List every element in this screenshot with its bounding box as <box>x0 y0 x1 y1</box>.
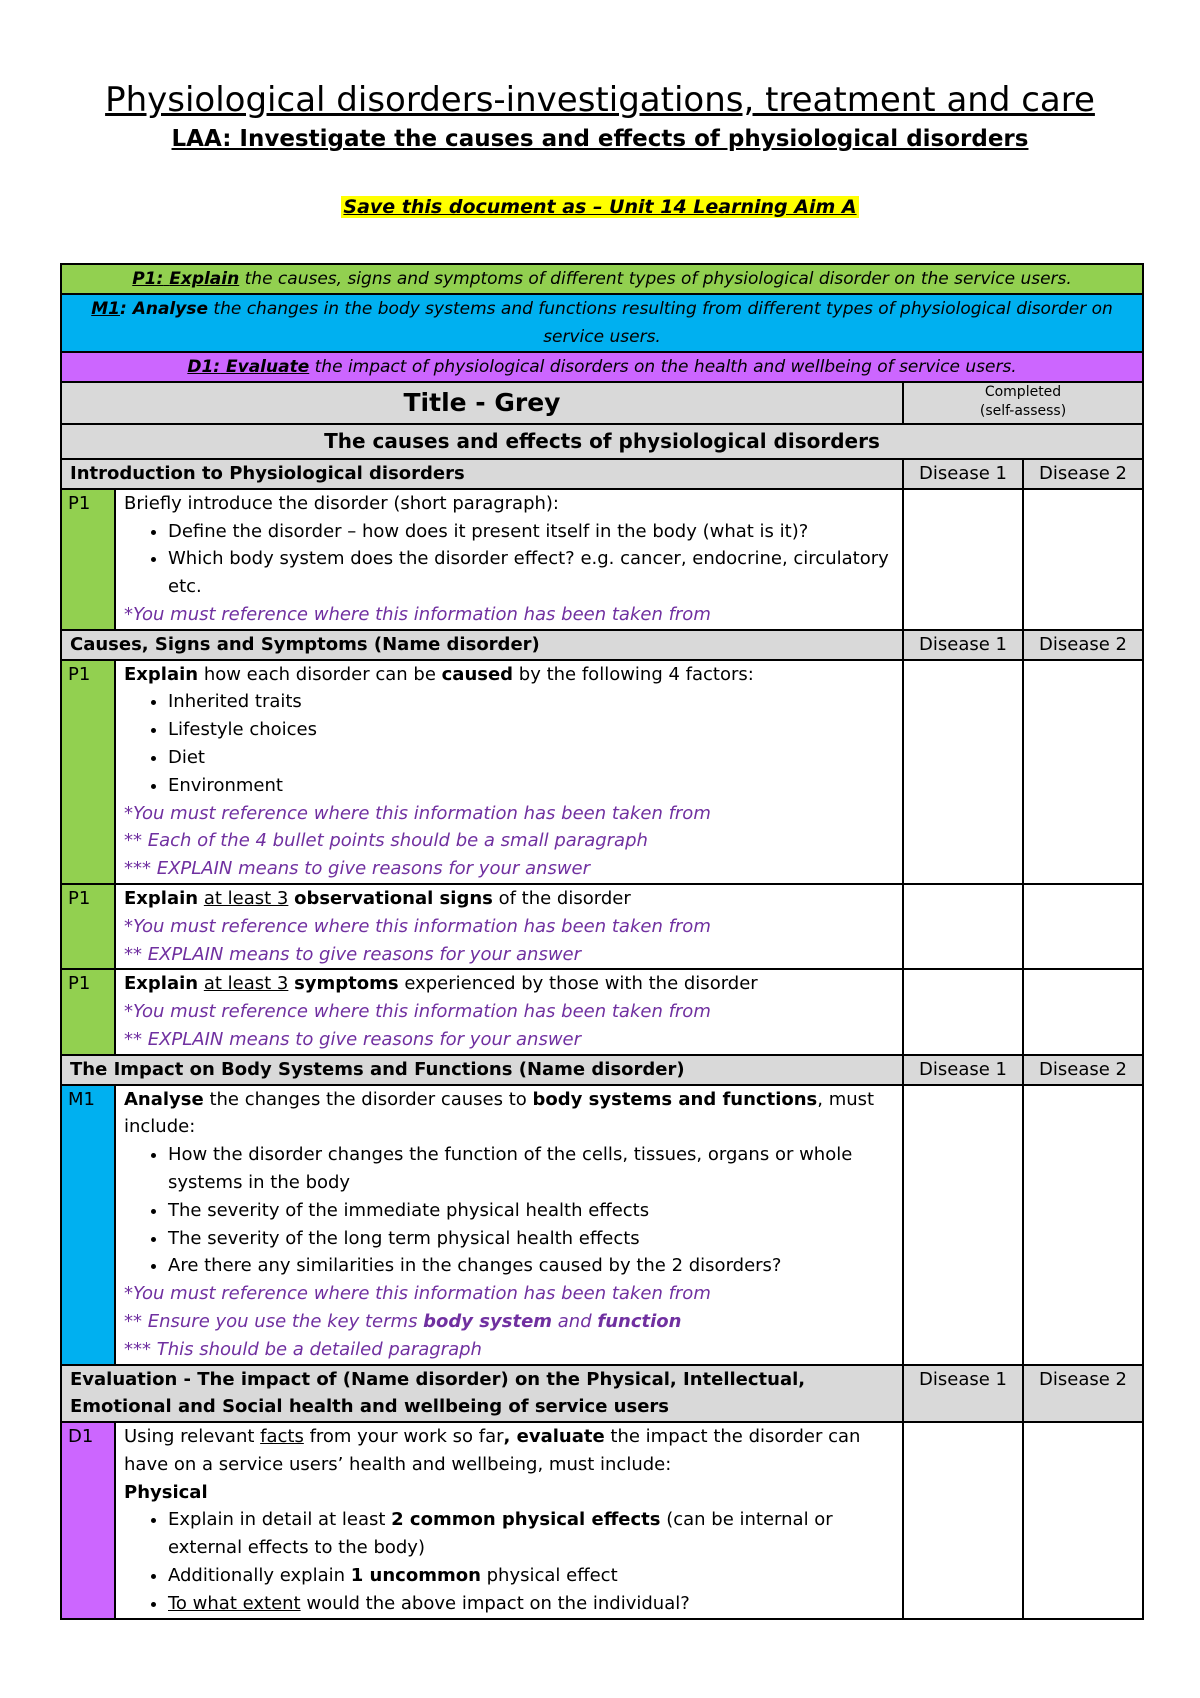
page-title: Physiological disorders-investigations, treatment and care <box>105 80 1095 120</box>
physical-subheading: Physical <box>124 1481 208 1503</box>
disease-1-header: Disease 1 <box>903 459 1023 489</box>
title-row <box>61 382 1143 424</box>
m1-verb: Analyse <box>132 299 208 319</box>
impact-bullets <box>124 1141 894 1280</box>
list-item: • Additionally explain 1 uncommon physical effect <box>168 1562 894 1590</box>
criteria-code: M1 <box>61 1085 115 1365</box>
evaluation-heading: Evaluation - The impact of (Name disorder) on the Physical, Intellectual, Emotional and Social health and wellbeing of service users <box>61 1365 903 1423</box>
disease-2-check[interactable] <box>1023 660 1143 884</box>
list-item: • Lifestyle choices <box>168 716 894 744</box>
list-item: • The severity of the immediate physical health effects <box>168 1197 894 1225</box>
disease-2-check[interactable] <box>1023 1085 1143 1365</box>
criteria-p1 <box>61 264 1143 294</box>
p1-code: P1: <box>132 269 164 289</box>
list-item: • The severity of the long term physical health effects <box>168 1225 894 1253</box>
disease-1-header: Disease 1 <box>903 1055 1023 1085</box>
criteria-code: P1 <box>61 884 115 969</box>
p1-verb: Explain <box>169 269 240 289</box>
criteria-m1 <box>61 294 1143 352</box>
disease-1-check[interactable] <box>903 489 1023 630</box>
reference-note: ** Ensure you use the key terms body system and function <box>124 1310 682 1332</box>
list-item: • Explain in detail at least 2 common physical effects (can be internal or external effects to the body) <box>168 1506 894 1562</box>
reference-note: *You must reference where this information has been taken from <box>124 915 711 937</box>
save-note-text: Save this document as – Unit 14 Learning Aim A <box>343 196 857 218</box>
criteria-code: P1 <box>61 489 115 630</box>
disease-2-header: Disease 2 <box>1023 459 1143 489</box>
impact-heading-row <box>61 1055 1143 1085</box>
symptoms-row <box>61 969 1143 1054</box>
self-assess-label: (self-assess) <box>979 403 1067 419</box>
disease-2-check[interactable] <box>1023 489 1143 630</box>
reference-note: *** This should be a detailed paragraph <box>124 1338 482 1360</box>
intro-heading: Introduction to Physiological disorders <box>61 459 903 489</box>
causes-heading-row <box>61 630 1143 660</box>
disease-1-check[interactable] <box>903 660 1023 884</box>
disease-1-header: Disease 1 <box>903 630 1023 660</box>
criteria-d1 <box>61 352 1143 382</box>
m1-text: the changes in the body systems and functions resulting from different types of physiological disorder on service users. <box>208 299 1113 347</box>
list-item: • Define the disorder – how does it present itself in the body (what is it)? <box>168 518 894 546</box>
criteria-code: D1 <box>61 1422 115 1619</box>
signs-content <box>115 884 903 969</box>
signs-lead: Explain at least 3 observational signs of the disorder <box>124 887 631 909</box>
list-item: • Are there any similarities in the changes caused by the 2 disorders? <box>168 1252 894 1280</box>
page-subtitle: LAA: Investigate the causes and effects of physiological disorders <box>171 126 1029 152</box>
disease-2-header: Disease 2 <box>1023 1055 1143 1085</box>
symptoms-content <box>115 969 903 1054</box>
disease-1-check[interactable] <box>903 1422 1023 1619</box>
reference-note: *You must reference where this information has been taken from <box>124 603 711 625</box>
list-item: • How the disorder changes the function of the cells, tissues, organs or whole systems in the body <box>168 1141 894 1197</box>
intro-bullets <box>124 518 894 601</box>
reference-note: ** EXPLAIN means to give reasons for your answer <box>124 1028 582 1050</box>
intro-content <box>115 489 903 630</box>
list-item: • Which body system does the disorder effect? e.g. cancer, endocrine, circulatory etc. <box>168 545 894 601</box>
list-item: • To what extent would the above impact on the individual? <box>168 1590 894 1618</box>
completed-label: Completed <box>984 384 1062 400</box>
impact-row <box>61 1085 1143 1365</box>
impact-heading: The Impact on Body Systems and Functions (Name disorder) <box>61 1055 903 1085</box>
d1-verb: Evaluate <box>226 357 310 377</box>
evaluation-content <box>115 1422 903 1619</box>
m1-code: M1 <box>91 299 120 319</box>
disease-2-check[interactable] <box>1023 969 1143 1054</box>
d1-text: the impact of physiological disorders on the health and wellbeing of service users. <box>309 357 1017 377</box>
disease-2-header: Disease 2 <box>1023 1365 1143 1423</box>
completed-header <box>903 382 1143 424</box>
intro-lead: Briefly introduce the disorder (short paragraph): <box>124 492 559 514</box>
causes-content <box>115 660 903 884</box>
disease-1-check[interactable] <box>903 884 1023 969</box>
evaluation-heading-row <box>61 1365 1143 1423</box>
disease-2-header: Disease 2 <box>1023 630 1143 660</box>
reference-note: ** Each of the 4 bullet points should be a small paragraph <box>124 830 648 852</box>
d1-code: D1: <box>187 357 221 377</box>
page-header <box>0 78 1200 218</box>
causes-lead: Explain how each disorder can be caused by the following 4 factors: <box>124 663 754 685</box>
causes-heading: Causes, Signs and Symptoms (Name disorder) <box>61 630 903 660</box>
impact-lead: Analyse the changes the disorder causes to body systems and functions, must include: <box>124 1088 875 1138</box>
evaluation-bullets <box>124 1506 894 1617</box>
causes-bullets <box>124 688 894 799</box>
m1-sep: : <box>119 299 133 319</box>
evaluation-row <box>61 1422 1143 1619</box>
list-item: • Inherited traits <box>168 688 894 716</box>
disease-1-check[interactable] <box>903 1085 1023 1365</box>
disease-1-header: Disease 1 <box>903 1365 1023 1423</box>
criteria-code: P1 <box>61 660 115 884</box>
reference-note: *You must reference where this information has been taken from <box>124 802 711 824</box>
p1-text: the causes, signs and symptoms of different types of physiological disorder on the service users. <box>239 269 1072 289</box>
list-item: • Diet <box>168 744 894 772</box>
signs-row <box>61 884 1143 969</box>
evaluation-lead: Using relevant facts from your work so far, evaluate the impact the disorder can have on a service users’ health and wellbeing, must include: <box>124 1426 861 1475</box>
main-section-title: The causes and effects of physiological disorders <box>61 424 1143 459</box>
disease-2-check[interactable] <box>1023 884 1143 969</box>
save-note <box>0 196 1200 218</box>
reference-note: *** EXPLAIN means to give reasons for your answer <box>124 858 591 880</box>
assessment-table <box>60 263 1144 1620</box>
reference-note: ** EXPLAIN means to give reasons for your answer <box>124 943 582 965</box>
criteria-m1-row <box>61 294 1143 352</box>
disease-1-check[interactable] <box>903 969 1023 1054</box>
impact-content <box>115 1085 903 1365</box>
criteria-code: P1 <box>61 969 115 1054</box>
reference-note: *You must reference where this information has been taken from <box>124 1001 711 1023</box>
causes-row <box>61 660 1143 884</box>
criteria-d1-row <box>61 352 1143 382</box>
disease-2-check[interactable] <box>1023 1422 1143 1619</box>
main-section-row <box>61 424 1143 459</box>
list-item: • Environment <box>168 772 894 800</box>
intro-row <box>61 489 1143 630</box>
symptoms-lead: Explain at least 3 symptoms experienced by those with the disorder <box>124 973 758 995</box>
intro-heading-row <box>61 459 1143 489</box>
reference-note: *You must reference where this information has been taken from <box>124 1283 711 1305</box>
criteria-p1-row <box>61 264 1143 294</box>
title-grey[interactable]: Title - Grey <box>61 382 903 424</box>
